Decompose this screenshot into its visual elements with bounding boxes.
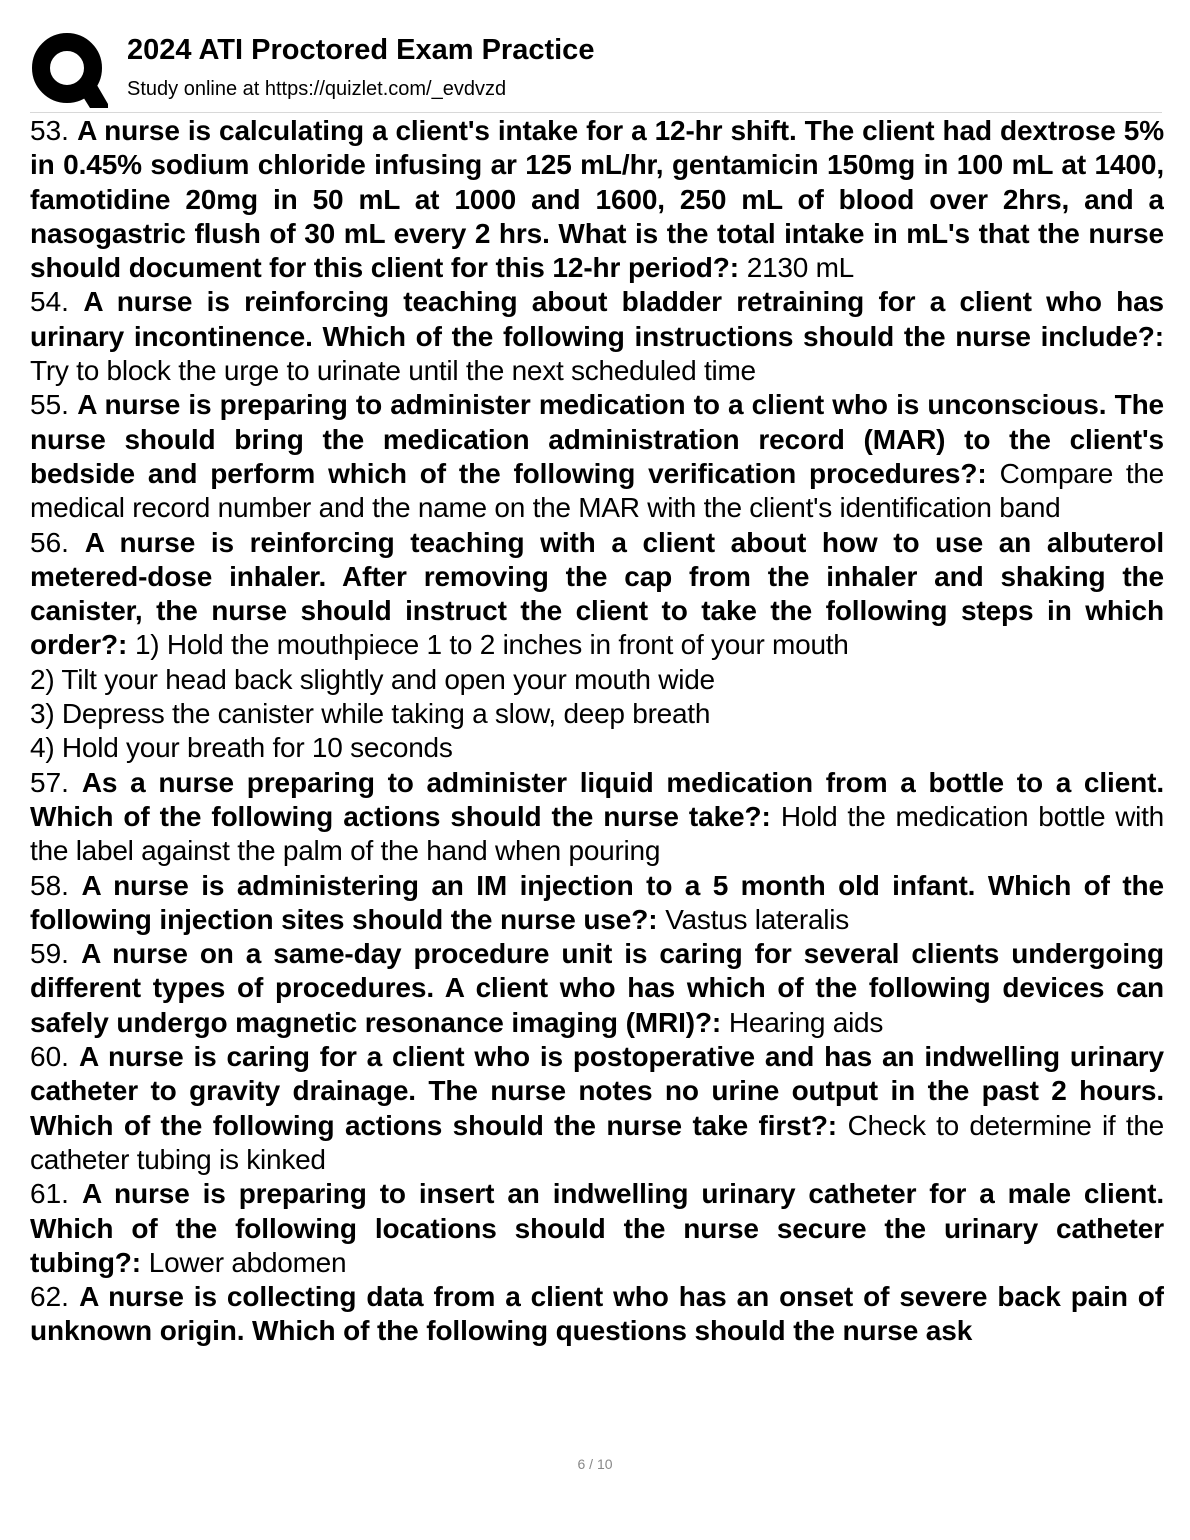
question-number: 59. bbox=[30, 938, 69, 970]
question-item-61 bbox=[30, 1177, 1164, 1280]
question-text: As a nurse preparing to administer liquid medication from a bottle to a client. Which of the following actions should the nurse take?: bbox=[30, 766, 1164, 832]
answer-step-3: 3) Depress the canister while taking a slow, deep breath bbox=[30, 698, 711, 730]
question-number: 62. bbox=[30, 1281, 69, 1313]
question-item-58 bbox=[30, 869, 1164, 938]
question-number: 56. bbox=[30, 526, 69, 558]
question-number: 58. bbox=[30, 869, 69, 901]
question-text: A nurse is collecting data from a client who has an onset of severe back pain of unknown origin. Which of the following questions should the nurse ask bbox=[30, 1281, 1164, 1347]
page-header bbox=[30, 28, 1162, 113]
question-number: 60. bbox=[30, 1041, 69, 1073]
study-online-url[interactable]: Study online at https://quizlet.com/_evdvzd bbox=[127, 78, 507, 100]
question-text: A nurse is preparing to insert an indwelling urinary catheter for a male client. Which of the following locations should the nurse secure the urinary catheter tubing?: bbox=[30, 1178, 1164, 1278]
question-item-62 bbox=[30, 1280, 1164, 1349]
question-item-59 bbox=[30, 937, 1164, 1040]
question-text: A nurse is caring for a client who is postoperative and has an indwelling urinary catheter to gravity drainage. The nurse notes no urine output in the past 2 hours. Which of the following actions should the nurse take first?: bbox=[30, 1041, 1164, 1141]
question-number: 53. bbox=[30, 115, 69, 146]
question-number: 54. bbox=[30, 286, 69, 318]
answer-text: Compare the medical record number and the name on the MAR with the client's identification band bbox=[30, 457, 1164, 524]
question-text: A nurse is administering an IM injection to a 5 month old infant. Which of the following injection sites should the nurse use?: bbox=[30, 869, 1164, 935]
question-item-56 bbox=[30, 526, 1164, 663]
question-number: 61. bbox=[30, 1178, 69, 1210]
question-item-60 bbox=[30, 1040, 1164, 1177]
question-text: A nurse is reinforcing teaching about bladder retraining for a client who has urinary incontinence. Which of the following instructions should the nurse include?: bbox=[30, 286, 1164, 352]
question-text: A nurse is reinforcing teaching with a client about how to use an albuterol metered-dose inhaler. After removing the cap from the inhaler and shaking the canister, the nurse should instruct the client to take the following steps in which order?: bbox=[30, 526, 1164, 661]
question-item-55 bbox=[30, 388, 1164, 525]
answer-step-4: 4) Hold your breath for 10 seconds bbox=[30, 732, 453, 764]
answer-text: Hearing aids bbox=[728, 1006, 884, 1038]
question-list bbox=[30, 114, 1164, 1414]
quizlet-q-logo-icon bbox=[30, 32, 108, 108]
page-indicator: 6 / 10 bbox=[577, 1456, 613, 1472]
answer-text: Vastus lateralis bbox=[665, 903, 849, 935]
answer-text: Try to block the urge to urinate until the next scheduled time bbox=[30, 355, 756, 387]
question-item-54 bbox=[30, 285, 1164, 388]
answer-text: 2130 mL bbox=[746, 252, 854, 284]
question-item-53 bbox=[30, 114, 1164, 285]
document-title: 2024 ATI Proctored Exam Practice bbox=[127, 34, 595, 66]
question-item-57 bbox=[30, 766, 1164, 869]
question-number: 55. bbox=[30, 389, 69, 421]
question-number: 57. bbox=[30, 766, 69, 798]
answer-text: Hold the medication bottle with the label against the palm of the hand when pouring bbox=[30, 800, 1164, 867]
answer-step-2: 2) Tilt your head back slightly and open your mouth wide bbox=[30, 663, 715, 695]
answer-text: Lower abdomen bbox=[148, 1246, 347, 1278]
answer-text: Check to determine if the catheter tubing is kinked bbox=[30, 1109, 1164, 1175]
question-text: A nurse on a same-day procedure unit is caring for several clients undergoing different types of procedures. A client who has which of the following devices can safely undergo magnetic resonance imaging (MRI)?: bbox=[30, 938, 1164, 1038]
question-text: A nurse is calculating a client's intake for a 12-hr shift. The client had dextrose 5% in 0.45% sodium chloride infusing ar 125 mL/hr, gentamicin 150mg in 100 mL at 1400, famotidine 20mg in 50 mL at 1000 and 1600, 250 mL of blood over 2hrs, and a nasogastric flush of 30 mL every 2 hrs. What is the total intake in mL's that the nurse should document for this client for this 12-hr period?: bbox=[30, 115, 1164, 284]
question-text: A nurse is preparing to administer medication to a client who is unconscious. The nurse should bring the medication administration record (MAR) to the client's bedside and perform which of the following verification procedures?: bbox=[30, 389, 1164, 489]
answer-text: 1) Hold the mouthpiece 1 to 2 inches in front of your mouth bbox=[134, 629, 849, 661]
